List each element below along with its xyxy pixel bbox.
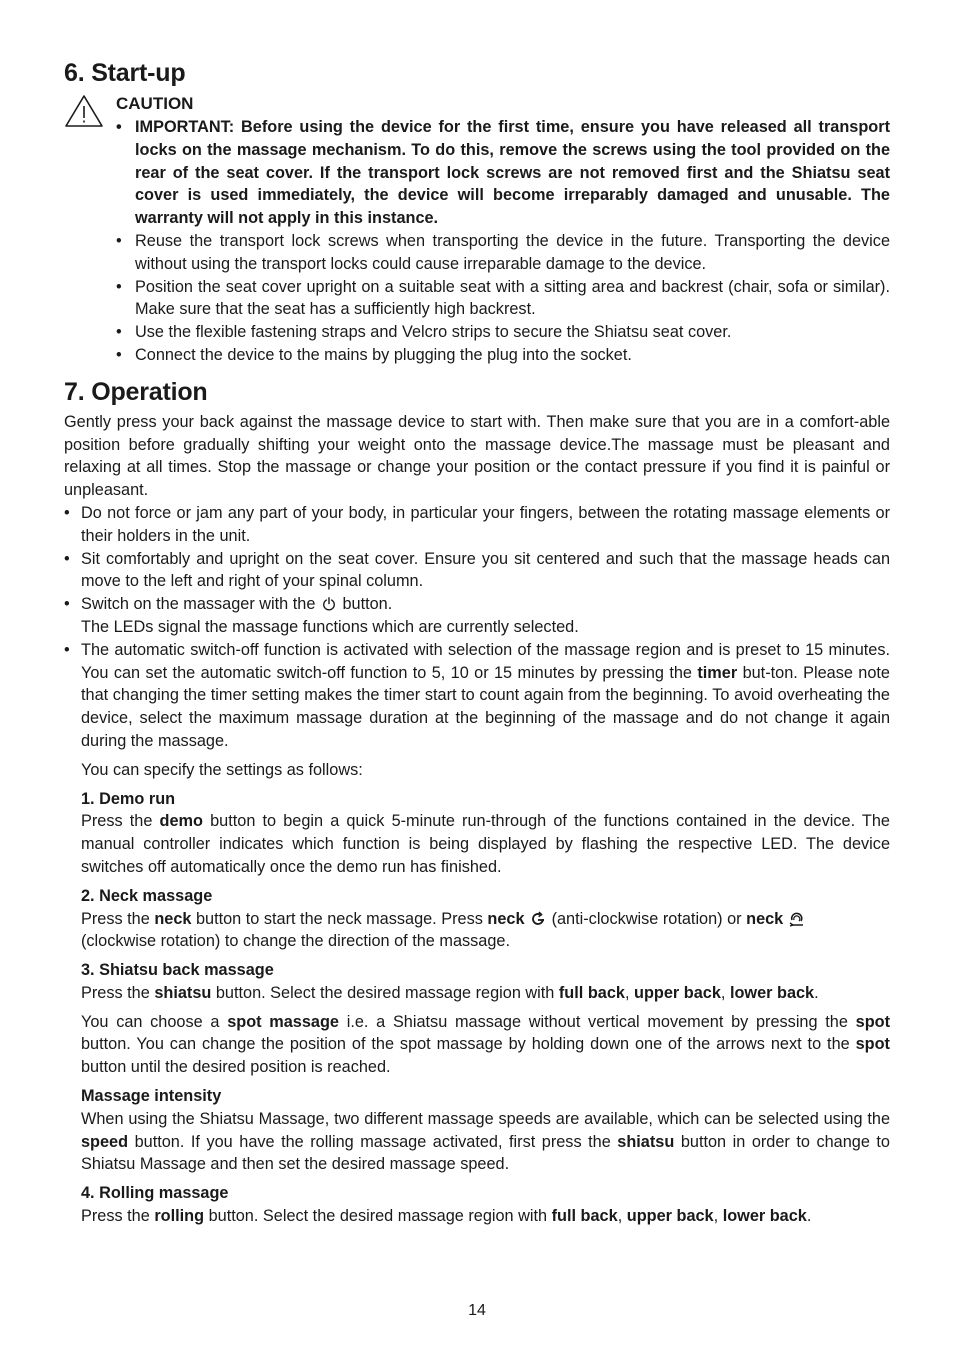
operation-intro: Gently press your back against the massage device to start with. Then make sure that you are in a comfort-able position before gradually shifting your weight onto the massage device.The massage must be pleasant and relaxing at all times. Stop the massage or change your position or the contact pressure if you find it is painful or unpleasant. (64, 412, 890, 500)
operation-heading: 7. Operation (64, 377, 208, 406)
neck-heading: 2. Neck massage (81, 886, 213, 905)
list-item: • Do not force or jam any part of your body, in particular your fingers, between the rotating massage elements or their holders in the unit. (64, 502, 890, 548)
neck-paragraph: Press the neck button to start the neck massage. Press neck (anti-clockwise rotation) or neck (clockwise rotation) to change the direction of the massage. (81, 908, 890, 954)
startup-list (116, 116, 890, 367)
clockwise-rotation-icon (789, 911, 805, 927)
neck-term: neck (487, 909, 525, 928)
list-item: • Sit comfortably and upright on the seat cover. Ensure you sit centered and such that the massage heads can move to the left and right of your spinal column. (64, 548, 890, 594)
list-item: • Connect the device to the mains by plugging the plug into the socket. (116, 344, 890, 367)
rolling-paragraph: Press the rolling button. Select the desired massage region with full back, upper back, lower back. (81, 1207, 812, 1226)
demo-term: demo (159, 812, 203, 831)
rolling-heading: 4. Rolling massage (81, 1184, 229, 1203)
page-number: 14 (468, 1302, 486, 1319)
switch-off-text: The automatic switch-off function is activated with selection of the massage region and is preset to 15 minutes. You can set the automatic switch-off function to 5, 10 or 15 minutes by pressing the (81, 640, 890, 682)
document-page (64, 56, 890, 1228)
settings-section (64, 753, 890, 1228)
list-item: • Position the seat cover upright on a suitable seat with a sitting area and backrest (chair, sofa or similar). Make sure that the seat has a sufficiently high backrest. (116, 276, 890, 322)
list-item: • Use the flexible fastening straps and Velcro strips to secure the Shiatsu seat cover. (116, 321, 890, 344)
demo-heading: 1. Demo run (81, 789, 176, 808)
warning-triangle-icon (64, 94, 104, 128)
timer-term: timer (697, 663, 738, 682)
intensity-heading: Massage intensity (81, 1087, 222, 1106)
switch-off-text-2: but-ton. Please note that changing the timer setting makes the timer start to count again from the beginning. To avoid overheating the device, select the maximum massage duration at the beginning of the massage and do not change it again during the massage. (81, 663, 890, 750)
startup-heading: 6. Start-up (64, 59, 186, 87)
caution-title: CAUTION (116, 94, 194, 113)
operation-section (64, 375, 890, 1228)
list-item: • IMPORTANT: Before using the device for the first time, ensure you have released all transport locks on the massage mechanism. To do this, remove the screws using the tool provided on the rear of the seat cover. If the transport lock screws are not removed first and the Shiatsu seat cover is used immediately, the device will become irreparably damaged and unusable. The warranty will not apply in this instance. (116, 116, 890, 230)
spot-paragraph: You can choose a spot massage i.e. a Shiatsu massage without vertical movement by pressing the spot button. You can change the position of the spot massage by holding down one of the arrows next to the spot button until the desired position is reached. (81, 1012, 891, 1077)
neck-term: neck (154, 909, 192, 928)
switch-on-text-end: button. (342, 595, 393, 614)
spot-massage-term: spot massage (227, 1012, 339, 1031)
intensity-paragraph: When using the Shiatsu Massage, two different massage speeds are available, which can be selected using the speed button. If you have the rolling massage activated, first press the shiatsu button in order to change to Shiatsu Massage and then set the desired massage speed. (81, 1109, 890, 1174)
shiatsu-heading: 3. Shiatsu back massage (81, 961, 274, 980)
switch-on-text: Switch on the massager with the (81, 595, 316, 614)
list-item (64, 639, 890, 753)
shiatsu-paragraph: Press the shiatsu button. Select the desired massage region with full back, upper back, lower back. (81, 983, 819, 1002)
anticlockwise-rotation-icon (530, 911, 546, 927)
caution-block (64, 92, 890, 367)
demo-paragraph: Press the demo button to begin a quick 5-minute run-through of the functions contained in the device. The manual controller indicates which function is being displayed by flashing the respective LED. The device switches off automatically once the demo run has finished. (81, 812, 890, 876)
led-text: The LEDs signal the massage functions which are currently selected. (81, 617, 579, 636)
operation-list (64, 502, 890, 753)
list-item (64, 593, 890, 639)
power-icon (322, 597, 336, 611)
list-item: • Reuse the transport lock screws when transporting the device in the future. Transporting the device without using the transport locks could cause irreparable damage to the device. (116, 230, 890, 276)
shiatsu-term: shiatsu (154, 983, 212, 1002)
settings-intro: You can specify the settings as follows: (81, 760, 363, 779)
neck-term: neck (746, 909, 784, 928)
